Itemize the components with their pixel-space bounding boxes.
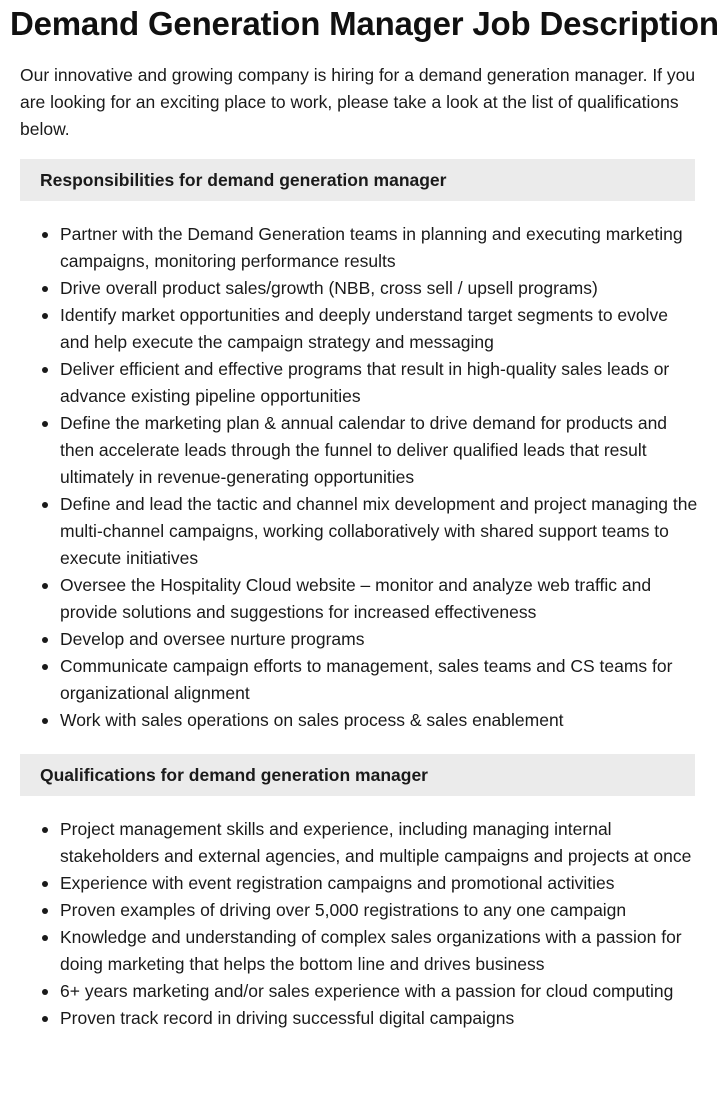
bullet-icon [42,313,48,319]
list-item [60,870,700,897]
bullet-icon [42,827,48,833]
list-item [60,816,700,870]
responsibilities-list [0,221,700,734]
list-item-text: Deliver efficient and effective programs that result in high-quality sales leads or advance existing pipeline opportunities [60,359,670,406]
bullet-icon [42,421,48,427]
bullet-icon [42,583,48,589]
list-item-text: Work with sales operations on sales process & sales enablement [60,710,564,730]
list-item [60,978,700,1005]
list-item [60,707,700,734]
bullet-icon [42,502,48,508]
bullet-icon [42,935,48,941]
responsibilities-heading: Responsibilities for demand generation manager [20,159,695,201]
list-item-text: Knowledge and understanding of complex sales organizations with a passion for doing marketing that helps the bottom line and drives business [60,927,682,974]
list-item-text: Identify market opportunities and deeply understand target segments to evolve and help execute the campaign strategy and messaging [60,305,669,352]
list-item [60,410,700,491]
list-item [60,897,700,924]
list-item [60,924,700,978]
bullet-icon [42,637,48,643]
bullet-icon [42,718,48,724]
list-item-text: Project management skills and experience, including managing internal stakeholders and external agencies, and multiple campaigns and projects at once [60,819,692,866]
bullet-icon [42,664,48,670]
bullet-icon [42,367,48,373]
list-item [60,275,700,302]
list-item-text: Drive overall product sales/growth (NBB, cross sell / upsell programs) [60,278,598,298]
list-item-text: Communicate campaign efforts to management, sales teams and CS teams for organizational alignment [60,656,673,703]
list-item-text: Proven examples of driving over 5,000 registrations to any one campaign [60,900,627,920]
list-item-text: Partner with the Demand Generation teams in planning and executing marketing campaigns, monitoring performance results [60,224,683,271]
list-item-text: Define the marketing plan & annual calendar to drive demand for products and then accelerate leads through the funnel to deliver qualified leads that result ultimately in revenue-generating opportunities [60,413,668,487]
list-item [60,302,700,356]
bullet-icon [42,881,48,887]
list-item-text: Oversee the Hospitality Cloud website – monitor and analyze web traffic and provide solutions and suggestions for increased effectiveness [60,575,652,622]
bullet-icon [42,908,48,914]
intro-paragraph: Our innovative and growing company is hiring for a demand generation manager. If you are looking for an exciting place to work, please take a look at the list of qualifications below. [20,65,696,139]
list-item [60,356,700,410]
list-item-text: Develop and oversee nurture programs [60,629,365,649]
qualifications-list [0,816,700,1032]
page-title: Demand Generation Manager Job Description [10,5,719,42]
list-item [60,626,700,653]
list-item-text: Experience with event registration campaigns and promotional activities [60,873,615,893]
list-item-text: Define and lead the tactic and channel mix development and project managing the multi-channel campaigns, working collaboratively with shared support teams to execute initiatives [60,494,698,568]
list-item [60,221,700,275]
list-item [60,491,700,572]
list-item [60,572,700,626]
bullet-icon [42,232,48,238]
list-item-text: 6+ years marketing and/or sales experience with a passion for cloud computing [60,981,674,1001]
bullet-icon [42,989,48,995]
bullet-icon [42,286,48,292]
list-item [60,1005,700,1032]
list-item-text: Proven track record in driving successful digital campaigns [60,1008,515,1028]
list-item [60,653,700,707]
bullet-icon [42,1016,48,1022]
qualifications-heading: Qualifications for demand generation manager [20,754,695,796]
